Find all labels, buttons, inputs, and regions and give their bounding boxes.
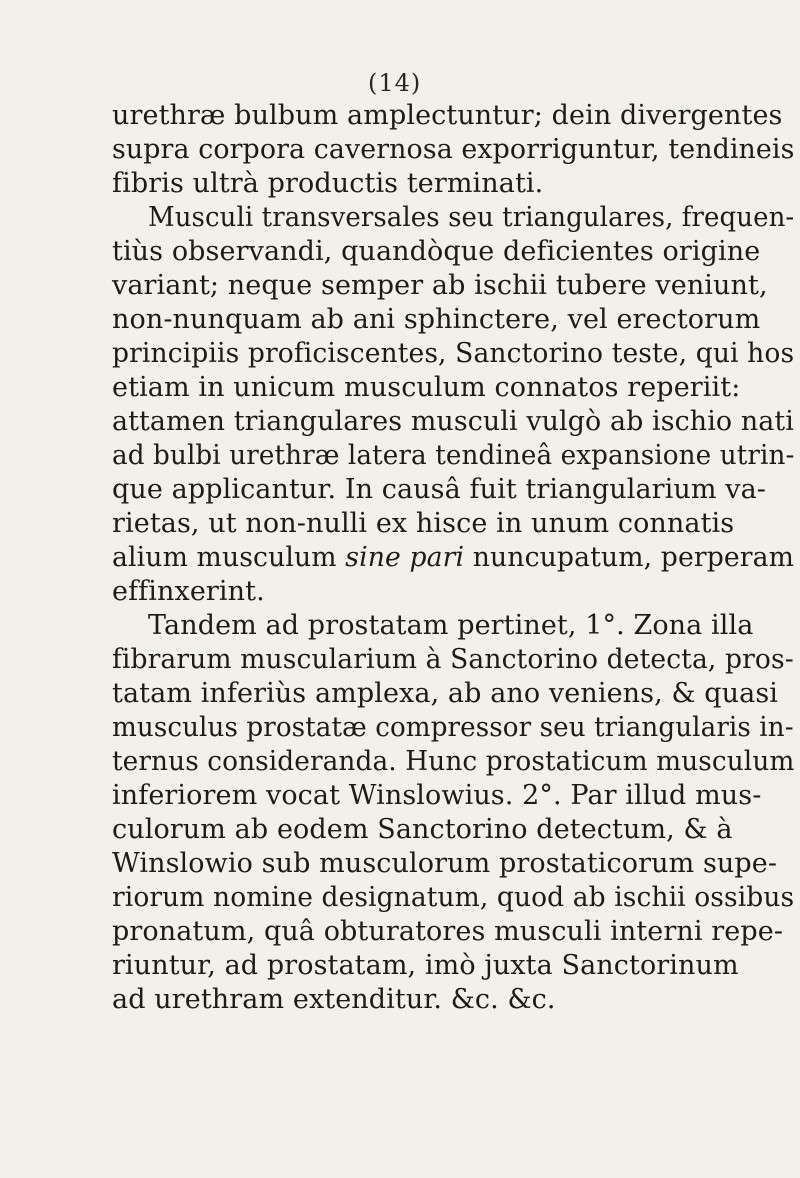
page-number: (14) xyxy=(368,69,422,97)
text-line xyxy=(112,542,794,574)
text-line: culorum ab eodem Sanctorino detectum, & à xyxy=(112,814,733,845)
text-line: musculus prostatæ compressor seu triangularis in- xyxy=(112,712,794,743)
text-line: principiis proficiscentes, Sanctorino teste, qui hos xyxy=(112,338,795,369)
text-fragment: nuncupatum, perperam xyxy=(464,542,795,573)
text-line: supra corpora cavernosa exporriguntur, tendineis xyxy=(112,134,795,165)
text-line: Musculi transversales seu triangulares, frequen- xyxy=(148,202,795,233)
text-line: riorum nomine designatum, quod ab ischii ossibus xyxy=(112,882,795,913)
text-line: Winslowio sub musculorum prostaticorum supe- xyxy=(112,848,778,879)
text-line: variant; neque semper ab ischii tubere veniunt, xyxy=(112,270,768,301)
text-line: tiùs observandi, quandòque deficientes origine xyxy=(112,236,761,267)
text-line: etiam in unicum musculum connatos reperiit: xyxy=(112,372,741,403)
text-line: effinxerint. xyxy=(112,576,265,607)
text-line: non-nunquam ab ani sphinctere, vel erectorum xyxy=(112,304,761,335)
text-line: tatam inferiùs amplexa, ab ano veniens, & quasi xyxy=(112,678,779,709)
text-line: fibrarum muscularium à Sanctorino detecta, pros- xyxy=(112,644,794,675)
text-line: ad urethram extenditur. &c. &c. xyxy=(112,984,556,1015)
text-fragment: alium musculum xyxy=(112,542,346,573)
italic-phrase: sine pari xyxy=(345,542,465,573)
text-line: que applicantur. In causâ fuit triangularium va- xyxy=(112,474,767,505)
text-line: Tandem ad prostatam pertinet, 1°. Zona illa xyxy=(148,610,754,641)
text-line: ternus consideranda. Hunc prostaticum musculum xyxy=(112,746,795,777)
text-line: ad bulbi urethræ latera tendineâ expansione utrin- xyxy=(112,440,795,471)
text-line: attamen triangulares musculi vulgò ab ischio nati xyxy=(112,406,794,437)
text-line: fibris ultrà productis terminati. xyxy=(112,168,544,199)
text-line: urethræ bulbum amplectuntur; dein divergentes xyxy=(112,100,783,131)
text-line: pronatum, quâ obturatores musculi interni repe- xyxy=(112,916,784,947)
text-line: riuntur, ad prostatam, imò juxta Sanctorinum xyxy=(112,950,739,981)
text-line: rietas, ut non-nulli ex hisce in unum connatis xyxy=(112,508,735,539)
text-line: inferiorem vocat Winslowius. 2°. Par illud mus- xyxy=(112,780,762,811)
